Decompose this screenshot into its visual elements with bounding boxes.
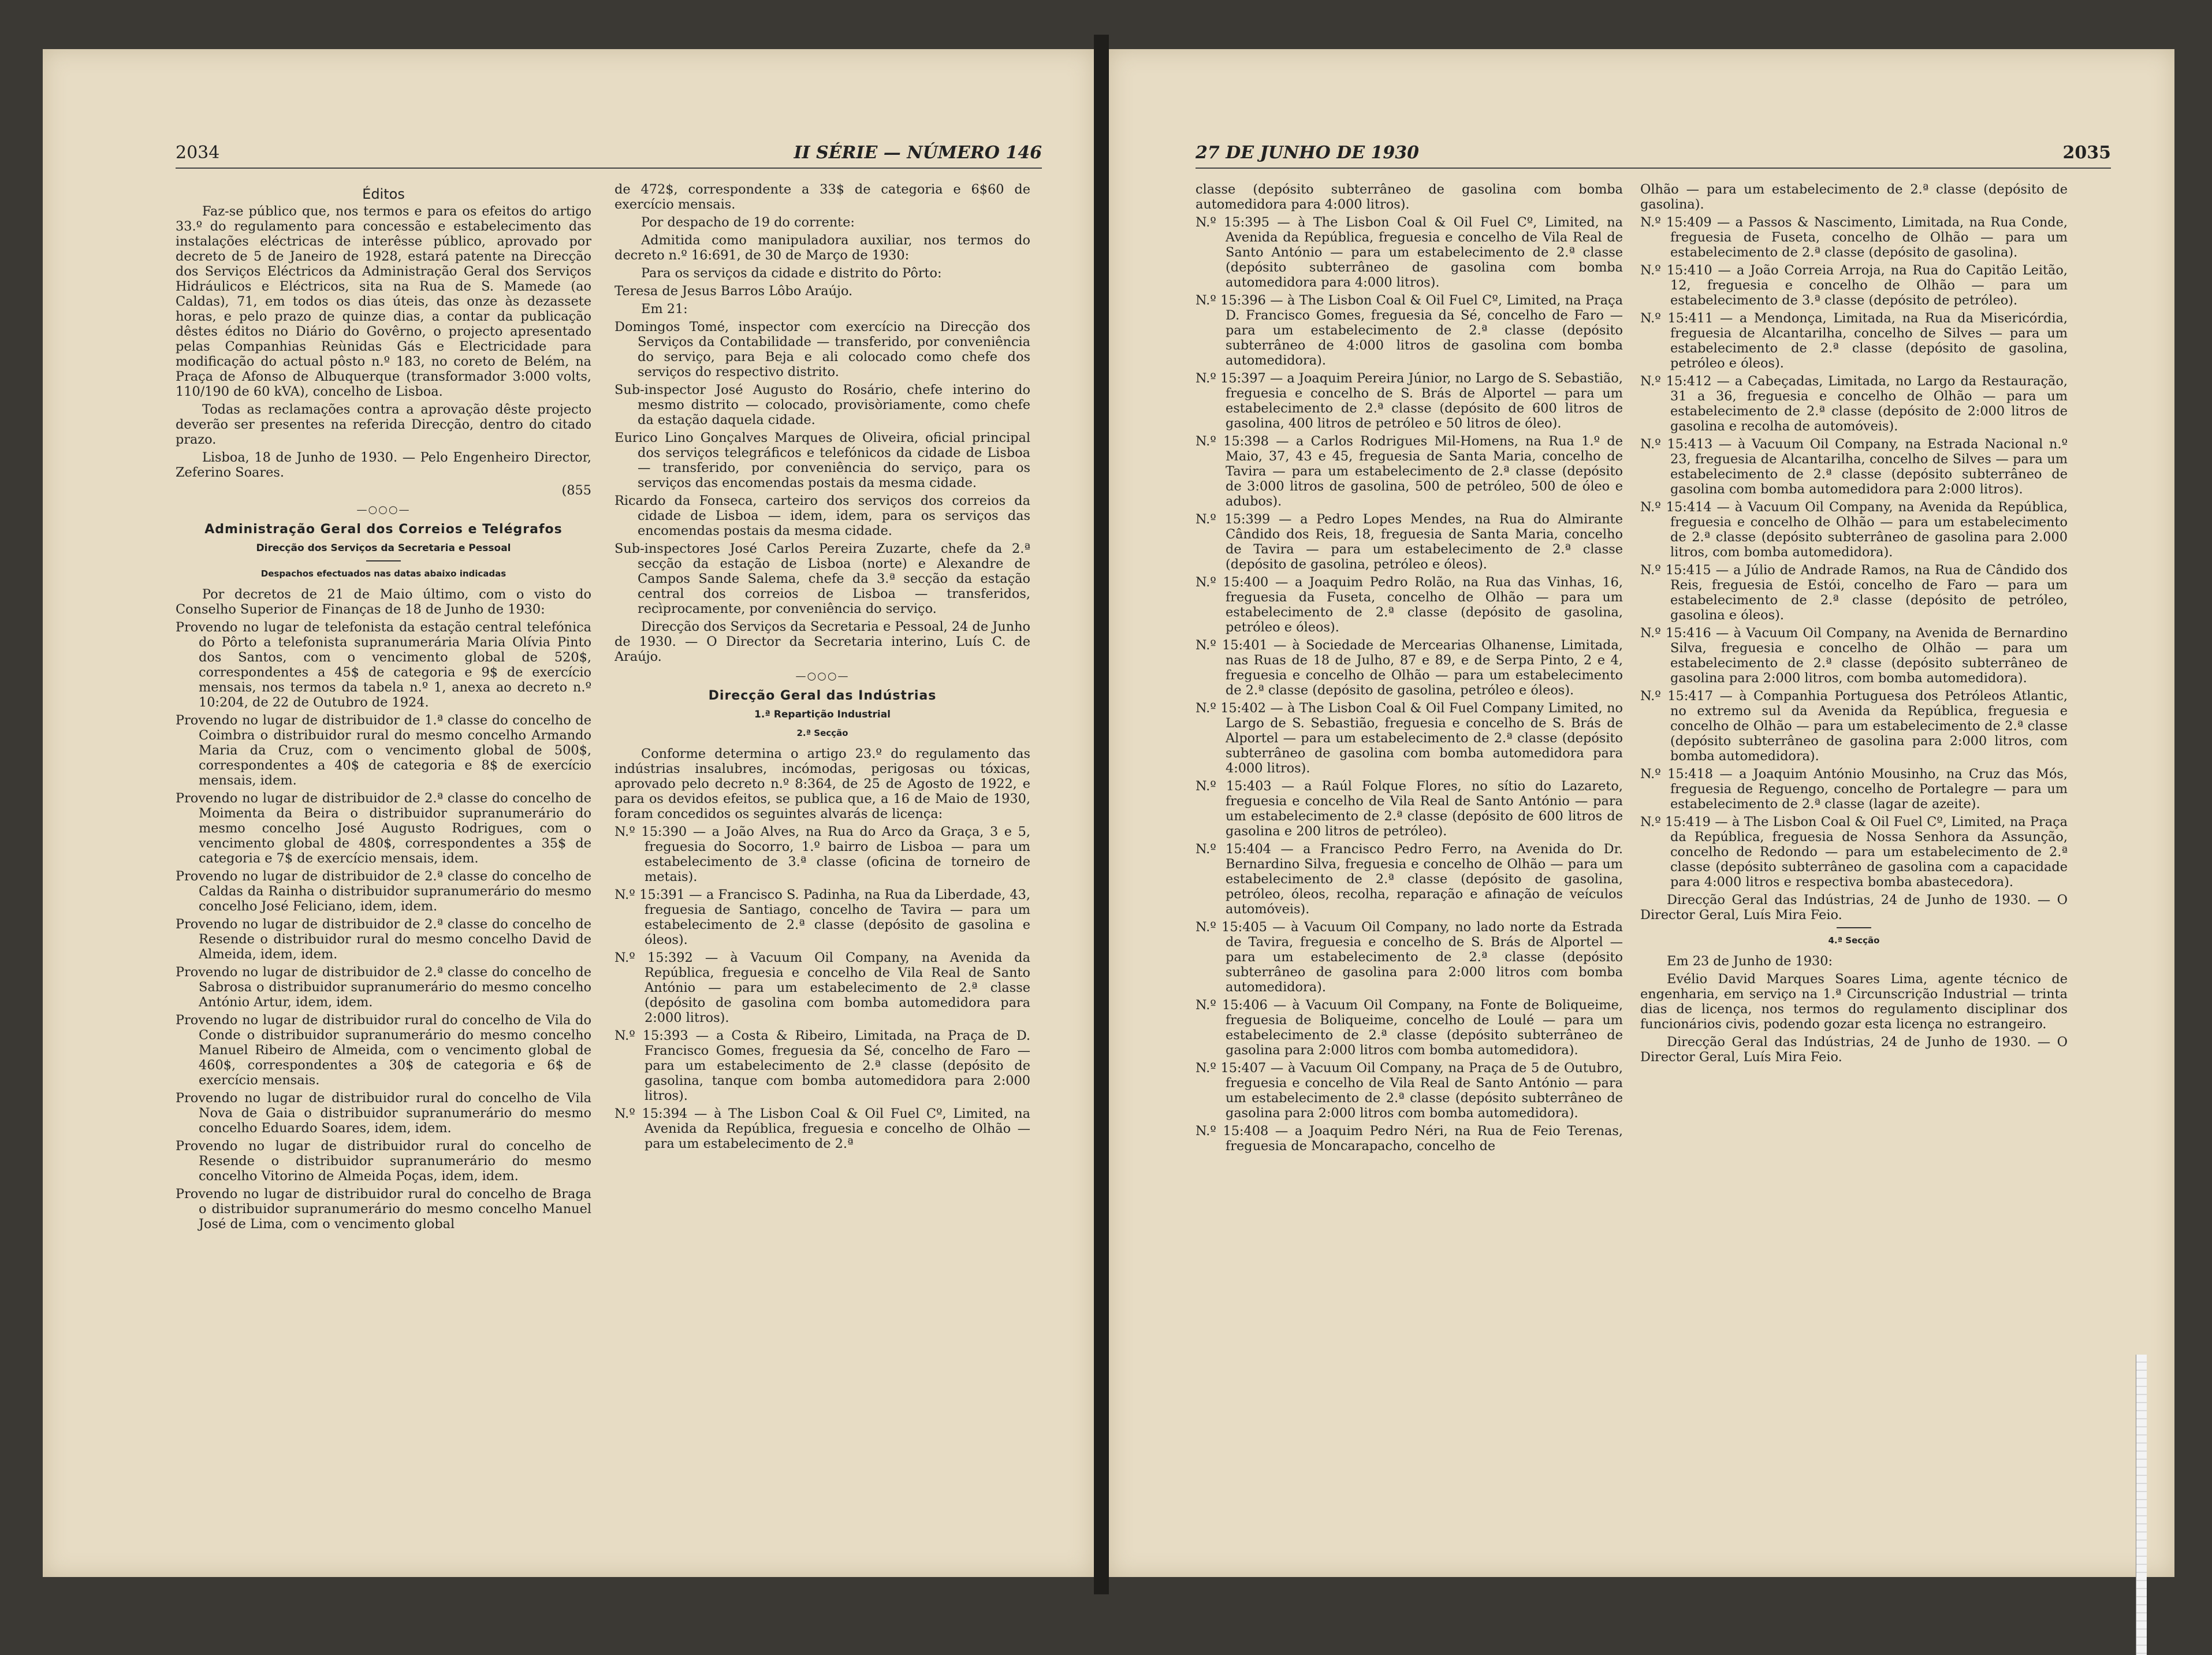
right-page bbox=[1109, 49, 2174, 1577]
right-column-1 bbox=[1196, 182, 1623, 1528]
license-entry: N.º 15:418 — a Joaquim António Mousinho, na Cruz das Mós, freguesia de Reguengo, concelho de Portalegre — para um estabelecimento de 2.ª classe (lagar de azeite). bbox=[1640, 767, 2068, 812]
seccao-4-subheading: 4.ª Secção bbox=[1828, 935, 1880, 946]
license-entry: N.º 15:403 — a Raúl Folque Flores, no sítio do Lazareto, freguesia e concelho de Vila Real de Santo António — para um estabelecimento de 2.ª classe (depósito de 600 litros de gasolina e 200 litros de petróleo). bbox=[1196, 779, 1623, 839]
list-item: Eurico Lino Gonçalves Marques de Oliveira, oficial principal dos serviços telegráficos e telefónicos da cidade de Lisboa — transferido, por conveniência do serviço, para os serviços das encomendas postais da mesma cidade. bbox=[615, 430, 1030, 490]
porto-paragraph: Para os serviços da cidade e distrito do Pôrto: bbox=[641, 266, 942, 281]
editos-ref-number: (855 bbox=[561, 483, 591, 498]
license-entry: N.º 15:414 — à Vacuum Oil Company, na Avenida da República, freguesia e concelho de Olhão — para um estabelecimento de 2.ª classe (depósito subterrâneo de gasolina para 2.000 litros, com bomba automedidora). bbox=[1640, 500, 2068, 560]
license-entry: N.º 15:390 — a João Alves, na Rua do Arco da Graça, 3 e 5, freguesia do Socorro, 1.º bairro de Lisboa — para um estabelecimento de 3.ª classe (oficina de torneiro de metais). bbox=[615, 824, 1030, 884]
list-item: Provendo no lugar de distribuidor de 2.ª classe do concelho de Moimenta da Beira o distribuidor supranumerário do mesmo concelho José Augusto Rodrigues, com o vencimento global de 480$, correspondentes a 35$ de categoria e 7$ de exercício mensais, idem. bbox=[176, 791, 591, 866]
list-item: Sub-inspector José Augusto do Rosário, chefe interino do mesmo distrito — colocado, provisòriamente, como chefe da estação daquela cidade. bbox=[615, 382, 1030, 427]
license-entry: N.º 15:405 — à Vacuum Oil Company, no lado norte da Estrada de Tavira, freguesia e concelho de S. Brás de Alportel — para um estabelecimento de 2.ª classe (depósito subterrâneo de gasolina para 2:000 litros com bomba automedidora). bbox=[1196, 920, 1623, 995]
editos-signature: Lisboa, 18 de Junho de 1930. — Pelo Engenheiro Director, Zeferino Soares. bbox=[176, 450, 591, 480]
license-entry: N.º 15:409 — a Passos & Nascimento, Limitada, na Rua Conde, freguesia de Fuseta, concelho de Olhão — para um estabelecimento de 2.ª classe (depósito de gasolina). bbox=[1640, 215, 2068, 260]
correios-heading: Administração Geral dos Correios e Telégrafos bbox=[204, 522, 563, 537]
list-item: Provendo no lugar de distribuidor rural do concelho de Vila do Conde o distribuidor supranumerário do mesmo concelho Manuel Ribeiro de Almeida, com o vencimento global de 460$, correspondentes a 30$ de categoria e 6$ de exercício mensais. bbox=[176, 1013, 591, 1088]
license-entry: N.º 15:398 — a Carlos Rodrigues Mil-Homens, na Rua 1.º de Maio, 37, 43 e 45, freguesia de Santa Maria, concelho de Tavira — para um estabelecimento de 2.ª classe (depósito de 3:000 litros de gasolina, 500 de petróleo, 500 de óleo e adubos). bbox=[1196, 434, 1623, 509]
license-entry: N.º 15:406 — à Vacuum Oil Company, na Fonte de Boliqueime, freguesia de Boliqueime, concelho de Loulé — para um estabelecimento de 2.ª classe (depósito subterrâneo de gasolina para 2:000 litros com bomba automedidora). bbox=[1196, 998, 1623, 1058]
decretos-paragraph: Por decretos de 21 de Maio último, com o visto do Conselho Superior de Finanças de 18 de Junho de 1930: bbox=[176, 587, 591, 617]
right-column-2 bbox=[1640, 182, 2068, 1528]
seccao-subheading: 2.ª Secção bbox=[796, 728, 848, 738]
license-entry: N.º 15:416 — à Vacuum Oil Company, na Avenida de Bernardino Silva, freguesia e concelho de Olhão — para um estabelecimento de 2.ª classe (depósito subterrâneo de gasolina para 2:000 litros, com bomba automedidora). bbox=[1640, 626, 2068, 686]
date-header: 27 DE JUNHO DE 1930 bbox=[1196, 143, 1420, 163]
continued-paragraph: de 472$, correspondente a 33$ de categoria e 6$60 de exercício mensais. bbox=[615, 182, 1030, 212]
rule-divider bbox=[1837, 927, 1871, 928]
series-number: II SÉRIE — NÚMERO 146 bbox=[794, 143, 1042, 163]
list-item: Provendo no lugar de telefonista da estação central telefónica do Pôrto a telefonista supranumerária Maria Olívia Pinto dos Santos, com o vencimento global de 520$, correspondentes a 45$ de categoria e 9$ de exercício mensais, nos termos da tabela n.º 1, anexa ao decreto n.º 10:204, de 22 de Outubro de 1924. bbox=[176, 620, 591, 710]
industrias-heading: Direcção Geral das Indústrias bbox=[708, 689, 937, 703]
date-paragraph: Em 21: bbox=[641, 302, 688, 317]
secretaria-subheading: Direcção dos Serviços da Secretaria e Pessoal bbox=[256, 542, 511, 554]
right-running-head bbox=[1196, 139, 2111, 169]
list-item: Ricardo da Fonseca, carteiro dos serviços dos correios da cidade de Lisboa — idem, idem, para os serviços das encomendas postais da mesma cidade. bbox=[615, 493, 1030, 538]
rule-divider bbox=[366, 560, 401, 561]
list-item: Domingos Tomé, inspector com exercício na Direcção dos Serviços da Contabilidade — transferido, por conveniência do serviço, para Beja e ali colocado como chefe dos serviços do respectivo distrito. bbox=[615, 319, 1030, 380]
list-item: Provendo no lugar de distribuidor de 1.ª classe do concelho de Coimbra o distribuidor rural do mesmo concelho Armando Maria da Cruz, com o vencimento global de 500$, correspondentes a 40$ de categoria e 8$ de exercício mensais, idem. bbox=[176, 713, 591, 788]
list-item: Provendo no lugar de distribuidor rural do concelho de Braga o distribuidor supranumerário do mesmo concelho Manuel José de Lima, com o vencimento global bbox=[176, 1187, 591, 1232]
list-item: Provendo no lugar de distribuidor de 2.ª classe do concelho de Resende o distribuidor rural do mesmo concelho David de Almeida, idem, idem. bbox=[176, 917, 591, 962]
ornament-divider: —○○○— bbox=[795, 670, 850, 682]
ornament-divider: —○○○— bbox=[356, 504, 411, 516]
editos-paragraph: Faz-se público que, nos termos e para os efeitos do artigo 33.º do regulamento para concessão e estabelecimento das instalações eléctricas de interêsse público, aprovado por decreto de 5 de Janeiro de 1928, estará patente na Direcção dos Serviços Eléctricos da Administração Geral dos Serviços Hidráulicos e Eléctricos, sita na Rua de S. Mamede (ao Caldas), 71, em todos os dias úteis, das onze às dezassete horas, e pelo prazo de quinze dias, a contar da publicação dêstes éditos no Diário do Govêrno, o projecto apresentado pelas Companhias Reùnidas Gás e Electricidade para modificação do actual pôsto n.º 183, no coreto de Belém, na Praça de Afonso de Albuquerque (transformador 3:000 volts, 110/190 de 60 kVA), concelho de Lisboa. bbox=[176, 204, 591, 399]
license-entry: N.º 15:412 — a Cabeçadas, Limitada, no Largo da Restauração, 31 a 36, freguesia e concelho de Olhão — para um estabelecimento de 2.ª classe (depósito de 2:000 litros de gasolina e recolha de automóveis). bbox=[1640, 374, 2068, 434]
continued-paragraph: Olhão — para um estabelecimento de 2.ª classe (depósito de gasolina). bbox=[1640, 182, 2068, 212]
license-entry: N.º 15:399 — a Pedro Lopes Mendes, na Rua do Almirante Cândido dos Reis, 18, freguesia de Santa Maria, concelho de Tavira — para um estabelecimento de 2.ª classe (depósito de gasolina, petróleo e óleos). bbox=[1196, 512, 1623, 572]
license-entry: N.º 15:407 — à Vacuum Oil Company, na Praça de 5 de Outubro, freguesia e concelho de Vila Real de Santo António — para um estabelecimento de 2.ª classe (depósito subterrâneo de gasolina para 2:000 litros com bomba automedidora). bbox=[1196, 1061, 1623, 1121]
license-entry: N.º 15:415 — a Júlio de Andrade Ramos, na Rua de Cândido dos Reis, freguesia de Estói, concelho de Faro — para um estabelecimento de 2.ª classe (depósito de petróleo, gasolina e óleos). bbox=[1640, 563, 2068, 623]
list-item: Provendo no lugar de distribuidor rural do concelho de Vila Nova de Gaia o distribuidor supranumerário do mesmo concelho Eduardo Soares, idem, idem. bbox=[176, 1091, 591, 1136]
left-column-1 bbox=[176, 182, 591, 1528]
license-entry: N.º 15:419 — à The Lisbon Coal & Oil Fuel Cº, Limited, na Praça da República, freguesia de Nossa Senhora da Assunção, concelho de Redondo — para um estabelecimento de 2.ª classe (depósito subterrâneo de gasolina com a capacidade para 4:000 litros e respectiva bomba abastecedora). bbox=[1640, 815, 2068, 890]
list-item: Sub-inspectores José Carlos Pereira Zuzarte, chefe da 2.ª secção da estação de Lisboa (norte) e Alexandre de Campos Sande Salema, chefe da 3.ª secção da estação central dos correios de Lisboa — transferidos, recìprocamente, por conveniência do serviço. bbox=[615, 541, 1030, 616]
left-column-2 bbox=[615, 182, 1030, 1528]
name-paragraph: Teresa de Jesus Barros Lôbo Araújo. bbox=[615, 284, 853, 299]
book-spine bbox=[1094, 35, 1109, 1594]
left-page bbox=[43, 49, 1094, 1577]
editos-heading: Éditos bbox=[362, 186, 405, 202]
admitida-paragraph: Admitida como manipuladora auxiliar, nos termos do decreto n.º 16:691, de 30 de Março de 1930: bbox=[615, 233, 1030, 263]
despacho-paragraph: Por despacho de 19 do corrente: bbox=[641, 215, 855, 230]
license-entry: N.º 15:401 — à Sociedade de Mercearias Olhanense, Limitada, nas Ruas de 18 de Julho, 87 e 89, e de Serpa Pinto, 2 e 4, freguesia e concelho de Olhão — para um estabelecimento de 2.ª classe (depósito de gasolina, petróleo e óleos). bbox=[1196, 638, 1623, 698]
license-entry: N.º 15:402 — à The Lisbon Coal & Oil Fuel Company Limited, no Largo de S. Sebastião, freguesia e concelho de S. Brás de Alportel — para um estabelecimento de 2.ª classe (depósito subterrâneo de gasolina com bomba automedidora para 4:000 litros). bbox=[1196, 701, 1623, 776]
reparticao-subheading: 1.ª Repartição Industrial bbox=[754, 709, 891, 720]
licence-paragraph: Evélio David Marques Soares Lima, agente técnico de engenharia, em serviço na 1.ª Circunscrição Industrial — trinta dias de licença, nos termos do regulamento disciplinar dos funcionários civis, podendo gozar esta licença no estrangeiro. bbox=[1640, 972, 2068, 1032]
scale-ruler bbox=[2136, 1355, 2147, 1655]
license-entry: N.º 15:396 — à The Lisbon Coal & Oil Fuel Cº, Limited, na Praça D. Francisco Gomes, freguesia da Sé, concelho de Faro — para um estabelecimento de 2.ª classe (depósito subterrâneo de 4:000 litros de gasolina com bomba automedidora). bbox=[1196, 293, 1623, 368]
continued-paragraph: classe (depósito subterrâneo de gasolina com bomba automedidora para 4:000 litros). bbox=[1196, 182, 1623, 212]
license-entry: N.º 15:413 — à Vacuum Oil Company, na Estrada Nacional n.º 23, freguesia de Alcantarilha, concelho de Silves — para um estabelecimento de 2.ª classe (depósito subterrâneo de gasolina com bomba automedidora para 2:000 litros). bbox=[1640, 437, 2068, 497]
industrias-signature-2: Direcção Geral das Indústrias, 24 de Junho de 1930. — O Director Geral, Luís Mira Feio. bbox=[1640, 1035, 2068, 1065]
list-item: Provendo no lugar de distribuidor de 2.ª classe do concelho de Caldas da Rainha o distribuidor supranumerário do mesmo concelho José Feliciano, idem, idem. bbox=[176, 869, 591, 914]
left-running-head bbox=[176, 139, 1042, 169]
license-entry: N.º 15:410 — a João Correia Arroja, na Rua do Capitão Leitão, 12, freguesia e concelho de Olhão — para um estabelecimento de 3.ª classe (depósito de petróleo). bbox=[1640, 263, 2068, 308]
industrias-signature: Direcção Geral das Indústrias, 24 de Junho de 1930. — O Director Geral, Luís Mira Feio. bbox=[1640, 892, 2068, 923]
right-page-number: 2035 bbox=[2062, 143, 2111, 163]
license-entry: N.º 15:392 — à Vacuum Oil Company, na Avenida da República, freguesia e concelho de Vila Real de Santo António — para um estabelecimento de 2.ª classe (depósito de gasolina com bomba automedidora para 2:000 litros). bbox=[615, 950, 1030, 1025]
license-entry: N.º 15:411 — a Mendonça, Limitada, na Rua da Misericórdia, freguesia de Alcantarilha, concelho de Silves — para um estabelecimento de 2.ª classe (depósito de gasolina, petróleo e óleos). bbox=[1640, 311, 2068, 371]
despachos-subheading: Despachos efectuados nas datas abaixo indicadas bbox=[260, 568, 507, 579]
left-page-number: 2034 bbox=[176, 143, 220, 163]
license-entry: N.º 15:404 — a Francisco Pedro Ferro, na Avenida do Dr. Bernardino Silva, freguesia e concelho de Olhão — para um estabelecimento de 2.ª classe (depósito de gasolina, petróleo, óleos, recolha, reparação e afinação de veículos automóveis). bbox=[1196, 842, 1623, 917]
list-item: Provendo no lugar de distribuidor de 2.ª classe do concelho de Sabrosa o distribuidor supranumerário do mesmo concelho António Artur, idem, idem. bbox=[176, 965, 591, 1010]
license-entry: N.º 15:408 — a Joaquim Pedro Néri, na Rua de Feio Terenas, freguesia de Moncarapacho, concelho de bbox=[1196, 1124, 1623, 1154]
list-item: Provendo no lugar de distribuidor rural do concelho de Resende o distribuidor supranumerário do mesmo concelho Vitorino de Almeida Poças, idem, idem. bbox=[176, 1139, 591, 1184]
conforme-paragraph: Conforme determina o artigo 23.º do regulamento das indústrias insalubres, incómodas, perigosas ou tóxicas, aprovado pelo decreto n.º 8:364, de 25 de Agosto de 1922, e para os devidos efeitos, se publica que, a 16 de Maio de 1930, foram concedidos os seguintes alvarás de licença: bbox=[615, 746, 1030, 821]
license-entry: N.º 15:417 — à Companhia Portuguesa dos Petróleos Atlantic, no extremo sul da Avenida da República, freguesia e concelho de Olhão — para um estabelecimento de 2.ª classe (depósito subterrâneo de gasolina para 2:000 litros, com bomba automedidora). bbox=[1640, 689, 2068, 764]
license-entry: N.º 15:394 — à The Lisbon Coal & Oil Fuel Cº, Limited, na Avenida da República, freguesia e concelho de Olhão — para um estabelecimento de 2.ª bbox=[615, 1106, 1030, 1151]
license-entry: N.º 15:400 — a Joaquim Pedro Rolão, na Rua das Vinhas, 16, freguesia da Fuseta, concelho de Olhão — para um estabelecimento de 2.ª classe (depósito de gasolina, petróleo e óleos). bbox=[1196, 575, 1623, 635]
editos-paragraph-2: Todas as reclamações contra a aprovação dêste projecto deverão ser presentes na referida Direcção, dentro do citado prazo. bbox=[176, 402, 591, 447]
license-entry: N.º 15:391 — a Francisco S. Padinha, na Rua da Liberdade, 43, freguesia de Santiago, concelho de Tavira — para um estabelecimento de 2.ª classe (depósito de gasolina e óleos). bbox=[615, 887, 1030, 947]
date-paragraph: Em 23 de Junho de 1930: bbox=[1667, 954, 1833, 969]
secretaria-signature: Direcção dos Serviços da Secretaria e Pessoal, 24 de Junho de 1930. — O Director da Secretaria interino, Luís C. de Araújo. bbox=[615, 619, 1030, 664]
license-entry: N.º 15:397 — a Joaquim Pereira Júnior, no Largo de S. Sebastião, freguesia e concelho de S. Brás de Alportel — para um estabelecimento de 2.ª classe (depósito de 600 litros de gasolina, 400 litros de petróleo e 50 litros de óleo). bbox=[1196, 371, 1623, 431]
license-entry: N.º 15:393 — a Costa & Ribeiro, Limitada, na Praça de D. Francisco Gomes, freguesia da Sé, concelho de Faro — para um estabelecimento de 2.ª classe (depósito de gasolina, tanque com bomba automedidora para 2:000 litros). bbox=[615, 1028, 1030, 1103]
license-entry: N.º 15:395 — à The Lisbon Coal & Oil Fuel Cº, Limited, na Avenida da República, freguesia e concelho de Vila Real de Santo António — para um estabelecimento de 2.ª classe (depósito subterrâneo de gasolina com bomba automedidora para 4:000 litros). bbox=[1196, 215, 1623, 290]
